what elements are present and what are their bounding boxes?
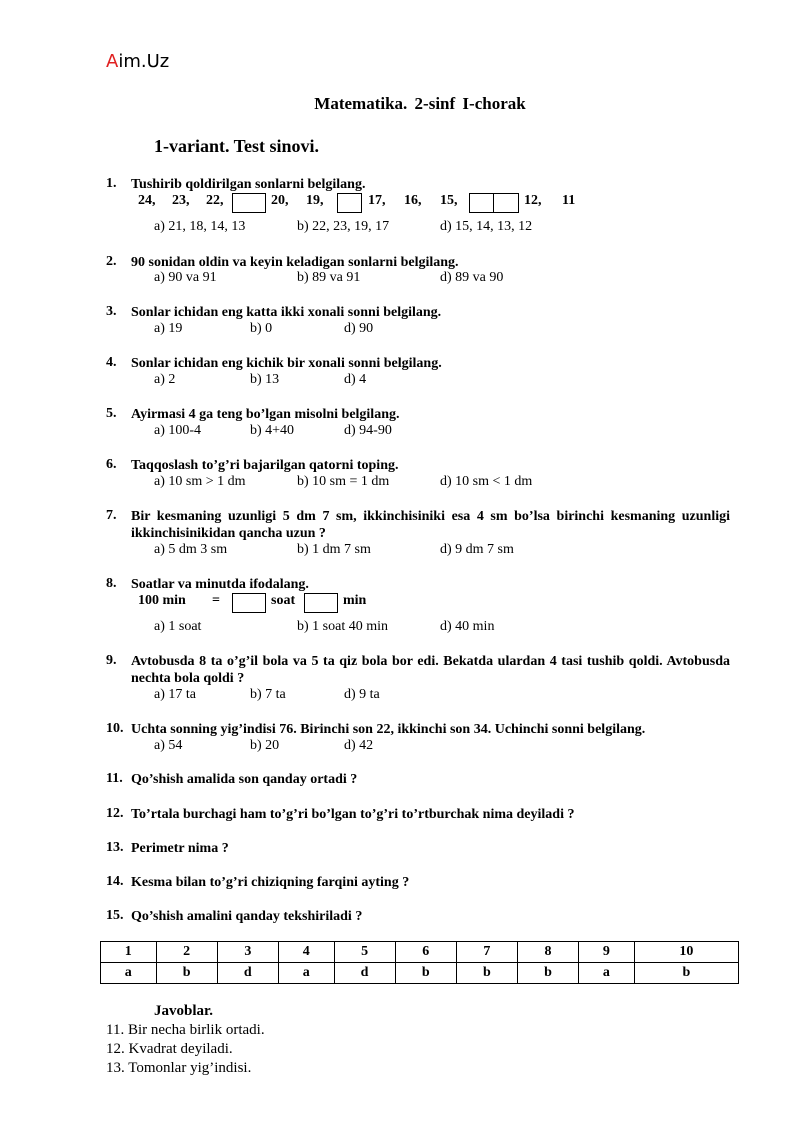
seq-number: 19, — [306, 193, 324, 208]
question-text: Taqqoslash to’g’ri bajarilgan qatorni toping. — [131, 458, 399, 473]
question-2 — [106, 254, 730, 271]
seq-number: 22, — [206, 193, 224, 208]
question-number: 6. — [106, 457, 117, 472]
question-12 — [106, 806, 730, 823]
question-number: 15. — [106, 908, 124, 923]
option-d[interactable]: d) 15, 14, 13, 12 — [440, 219, 533, 234]
question-text: Ayirmasi 4 ga teng bo’lgan misolni belgilang. — [131, 407, 400, 422]
unit-label: soat — [271, 593, 296, 608]
page-title: Matematika. 2-sinf I-chorak — [314, 94, 526, 113]
option-a[interactable]: a) 1 soat — [154, 619, 202, 634]
seq-number: 16, — [404, 193, 422, 208]
seq-number: 15, — [440, 193, 458, 208]
table-cell: b — [634, 963, 738, 984]
blank-box[interactable] — [469, 193, 494, 213]
blank-box[interactable] — [337, 193, 362, 213]
question-5 — [106, 406, 730, 423]
option-a[interactable]: a) 100-4 — [154, 423, 202, 438]
question-text: Perimetr nima ? — [131, 841, 229, 856]
seq-number: 23, — [172, 193, 190, 208]
answers-heading: Javoblar. — [154, 1003, 214, 1019]
question-number: 10. — [106, 721, 124, 736]
question-text: Qo’shish amalida son qanday ortadi ? — [131, 772, 358, 787]
option-d[interactable]: d) 10 sm < 1 dm — [440, 474, 533, 489]
question-number: 4. — [106, 355, 117, 370]
option-d[interactable]: d) 90 — [344, 321, 374, 336]
blank-box[interactable] — [493, 193, 519, 213]
option-b[interactable]: b) 20 — [250, 738, 280, 753]
table-cell: b — [517, 963, 578, 984]
option-d[interactable]: d) 9 ta — [344, 687, 380, 702]
option-a[interactable]: a) 19 — [154, 321, 183, 336]
question-11 — [106, 771, 730, 788]
question-text: Uchta sonning yig’indisi 76. Birinchi son 22, ikkinchi son 34. Uchinchi sonni belgilang. — [131, 722, 646, 737]
option-b[interactable]: b) 22, 23, 19, 17 — [297, 219, 390, 234]
hours-blank-box[interactable] — [232, 593, 266, 613]
table-cell: d — [217, 963, 278, 984]
question-number: 2. — [106, 254, 117, 269]
table-cell: 5 — [334, 942, 395, 963]
table-cell: b — [156, 963, 217, 984]
question-3 — [106, 304, 730, 321]
option-b[interactable]: b) 4+40 — [250, 423, 295, 438]
unit-label: min — [343, 593, 367, 608]
question-text: Bir kesmaning uzunligi 5 dm 7 sm, ikkinchisiniki esa 4 sm bo’lsa birinchi kesmaning uzunligi ikkinchisinikidan qancha uzun ? — [131, 509, 730, 541]
question-8 — [106, 576, 730, 593]
seq-number: 11 — [562, 193, 576, 208]
option-d[interactable]: d) 4 — [344, 372, 367, 387]
table-cell: 10 — [634, 942, 738, 963]
question-number: 11. — [106, 771, 123, 786]
option-b[interactable]: b) 0 — [250, 321, 273, 336]
option-d[interactable]: d) 42 — [344, 738, 374, 753]
question-number: 1. — [106, 176, 117, 191]
table-cell: 9 — [579, 942, 635, 963]
table-cell: a — [101, 963, 157, 984]
table-cell: a — [579, 963, 635, 984]
option-b[interactable]: b) 89 va 91 — [297, 270, 361, 285]
variant-heading: 1-variant. Test sinovi. — [154, 136, 320, 156]
question-4 — [106, 355, 730, 372]
table-cell: b — [456, 963, 517, 984]
option-b[interactable]: b) 1 soat 40 min — [297, 619, 388, 634]
question-13 — [106, 840, 730, 857]
question-text: Qo’shish amalini qanday tekshiriladi ? — [131, 909, 363, 924]
table-cell: 2 — [156, 942, 217, 963]
option-b[interactable]: b) 1 dm 7 sm — [297, 542, 371, 557]
question-15 — [106, 908, 730, 925]
option-a[interactable]: a) 54 — [154, 738, 183, 753]
option-a[interactable]: a) 2 — [154, 372, 176, 387]
question-14 — [106, 874, 730, 891]
question-number: 14. — [106, 874, 124, 889]
option-a[interactable]: a) 5 dm 3 sm — [154, 542, 228, 557]
option-a[interactable]: a) 90 va 91 — [154, 270, 217, 285]
question-text: Kesma bilan to’g’ri chiziqning farqini ayting ? — [131, 875, 410, 890]
question-number: 7. — [106, 508, 117, 523]
blank-box[interactable] — [232, 193, 266, 213]
site-logo — [106, 51, 169, 72]
question-text: 90 sonidan oldin va keyin keladigan sonlarni belgilang. — [131, 255, 459, 270]
logo-text: im.Uz — [118, 51, 170, 72]
table-cell: b — [395, 963, 456, 984]
question-text: Sonlar ichidan eng katta ikki xonali sonni belgilang. — [131, 305, 442, 320]
table-cell: a — [278, 963, 334, 984]
table-cell: 1 — [101, 942, 157, 963]
seq-number: 20, — [271, 193, 289, 208]
question-1 — [106, 176, 730, 193]
table-cell: 6 — [395, 942, 456, 963]
time-conversion — [0, 593, 800, 613]
seq-number: 17, — [368, 193, 386, 208]
option-b[interactable]: b) 13 — [250, 372, 280, 387]
question-text: Avtobusda 8 ta o’g’il bola va 5 ta qiz bola bor edi. Bekatda ulardan 4 tasi tushib qoldi. Avtobusda nechta bola qoldi ? — [131, 654, 730, 686]
number-sequence — [0, 193, 800, 213]
table-cell: d — [334, 963, 395, 984]
option-a[interactable]: a) 17 ta — [154, 687, 196, 702]
answer-line: 13. Tomonlar yig’indisi. — [106, 1060, 252, 1076]
minutes-value: 100 min — [138, 593, 186, 608]
question-number: 3. — [106, 304, 117, 319]
table-cell: 4 — [278, 942, 334, 963]
table-cell: 3 — [217, 942, 278, 963]
question-text: Soatlar va minutda ifodalang. — [131, 577, 309, 592]
question-7 — [106, 508, 730, 542]
answer-key-table — [100, 941, 739, 984]
minutes-blank-box[interactable] — [304, 593, 338, 613]
option-d[interactable]: d) 94-90 — [344, 423, 392, 438]
question-number: 13. — [106, 840, 124, 855]
question-text: Sonlar ichidan eng kichik bir xonali sonni belgilang. — [131, 356, 442, 371]
answer-line: 11. Bir necha birlik ortadi. — [106, 1022, 265, 1038]
question-number: 9. — [106, 653, 117, 668]
option-b[interactable]: b) 10 sm = 1 dm — [297, 474, 390, 489]
option-d[interactable]: d) 9 dm 7 sm — [440, 542, 514, 557]
seq-number: 12, — [524, 193, 542, 208]
option-d[interactable]: d) 40 min — [440, 619, 495, 634]
table-row — [101, 942, 739, 963]
question-text: Tushirib qoldirilgan sonlarni belgilang. — [131, 177, 366, 192]
question-10 — [106, 721, 730, 738]
logo-letter: A — [106, 51, 119, 72]
equals-sign: = — [212, 593, 220, 608]
table-row — [101, 963, 739, 984]
table-cell: 7 — [456, 942, 517, 963]
question-6 — [106, 457, 730, 474]
question-number: 8. — [106, 576, 117, 591]
question-number: 5. — [106, 406, 117, 421]
option-b[interactable]: b) 7 ta — [250, 687, 286, 702]
table-cell: 8 — [517, 942, 578, 963]
option-a[interactable]: a) 10 sm > 1 dm — [154, 474, 246, 489]
option-d[interactable]: d) 89 va 90 — [440, 270, 504, 285]
seq-number: 24, — [138, 193, 156, 208]
question-text: To’rtala burchagi ham to’g’ri bo’lgan to’g’ri to’rtburchak nima deyiladi ? — [131, 807, 575, 822]
option-a[interactable]: a) 21, 18, 14, 13 — [154, 219, 246, 234]
answer-line: 12. Kvadrat deyiladi. — [106, 1041, 233, 1057]
question-9 — [106, 653, 730, 687]
question-number: 12. — [106, 806, 124, 821]
